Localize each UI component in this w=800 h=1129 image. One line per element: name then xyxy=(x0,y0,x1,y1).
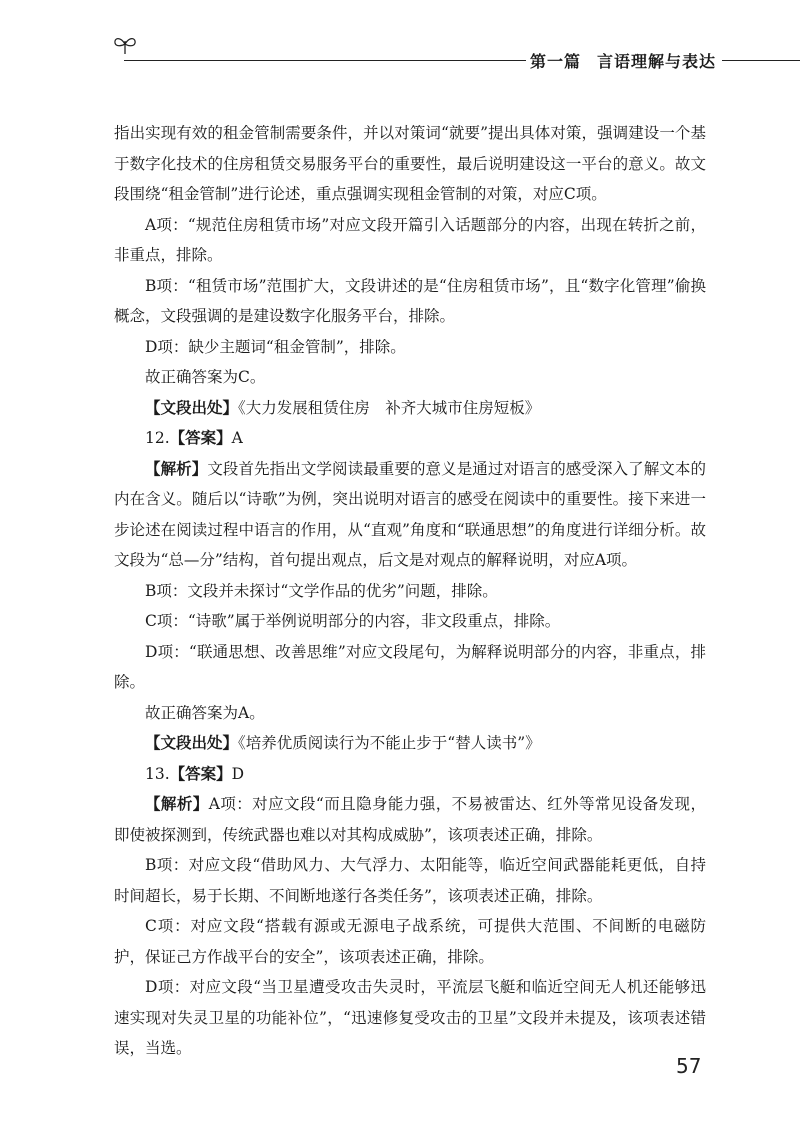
header-rule-right xyxy=(722,60,800,61)
answer-value: A xyxy=(231,429,243,447)
paragraph-text: D项：对应文段“当卫星遭受攻击失灵时，平流层飞艇和临近空间无人机还能够迅速实现对失灵卫星的功能补位”，“迅速修复受攻击的卫星”文段并未提及，该项表述错误，当选。 xyxy=(114,978,706,1057)
source-line xyxy=(114,728,706,759)
page-body xyxy=(114,118,706,1064)
header-part: 第一篇 xyxy=(530,52,582,71)
source-line xyxy=(114,393,706,424)
paragraph-text: 文段首先指出文学阅读最重要的意义是通过对语言的感受深入了解文本的内在含义。随后以“诗歌”为例，突出说明对语言的感受在阅读中的重要性。接下来进一步论述在阅读过程中语言的作用，从“直观”角度和“联通思想”的角度进行详细分析。故文段为“总—分”结构，首句提出观点，后文是对观点的解释说明，对应A项。 xyxy=(114,459,706,569)
header-rule-left xyxy=(124,60,526,61)
analysis-label: 【解析】 xyxy=(145,458,208,478)
option-c-analysis xyxy=(114,911,706,972)
paragraph-continuation xyxy=(114,118,706,210)
option-b-analysis xyxy=(114,576,706,607)
running-header xyxy=(112,28,800,78)
source-title: 《培养优质阅读行为不能止步于“替人读书”》 xyxy=(238,734,541,752)
option-d-analysis xyxy=(114,637,706,698)
analysis-13 xyxy=(114,789,706,850)
source-label: 【文段出处】 xyxy=(145,733,239,752)
paragraph-text: D项：缺少主题词“租金管制”，排除。 xyxy=(145,337,406,356)
source-label: 【文段出处】 xyxy=(145,397,239,417)
paragraph-text: B项：文段并未探讨“文学作品的优劣”问题，排除。 xyxy=(145,581,498,600)
page-number: 57 xyxy=(676,1054,702,1078)
answer-label: 【答案】 xyxy=(169,428,232,447)
paragraph-text: D项：“联通思想、改善思维”对应文段尾句，为解释说明部分的内容，非重点，排除。 xyxy=(114,642,706,691)
paragraph-text: B项：对应文段“借助风力、大气浮力、太阳能等，临近空间武器能耗更低，自持时间超长，易于长期、不间断地遂行各类任务”，该项表述正确，排除。 xyxy=(114,856,706,905)
answer-line-12 xyxy=(114,423,706,454)
header-title xyxy=(530,49,716,72)
analysis-12 xyxy=(114,454,706,576)
paragraph-text: C项：“诗歌”属于举例说明部分的内容，非文段重点，排除。 xyxy=(145,612,561,630)
paragraph-text: C项：对应文段“搭载有源或无源电子战系统，可提供大范围、不间断的电磁防护，保证己方作战平台的安全”，该项表述正确，排除。 xyxy=(114,917,706,966)
correct-answer-line xyxy=(114,362,706,393)
answer-label: 【答案】 xyxy=(169,763,232,783)
paragraph-text: 故正确答案为A。 xyxy=(145,703,265,722)
option-d-analysis xyxy=(114,972,706,1064)
option-b-analysis xyxy=(114,850,706,911)
correct-answer-line xyxy=(114,698,706,729)
question-number: 13. xyxy=(145,764,170,783)
paragraph-text: A项：对应文段“而且隐身能力强，不易被雷达、红外等常见设备发现，即使被探测到，传统武器也难以对其构成威胁”，该项表述正确，排除。 xyxy=(114,795,706,844)
analysis-label: 【解析】 xyxy=(145,794,209,813)
answer-line-13 xyxy=(114,759,706,790)
answer-value: D xyxy=(231,764,245,783)
paragraph-text: 故正确答案为C。 xyxy=(145,368,266,386)
paragraph-text: B项：“租赁市场”范围扩大，文段讲述的是“住房租赁市场”，且“数字化管理”偷换概念，文段强调的是建设数字化服务平台，排除。 xyxy=(114,276,706,325)
option-a-analysis xyxy=(114,210,706,271)
option-d-analysis xyxy=(114,332,706,363)
header-section: 言语理解与表达 xyxy=(597,52,717,71)
source-title: 《大力发展租赁住房 补齐大城市住房短板》 xyxy=(238,398,541,417)
option-b-analysis xyxy=(114,271,706,332)
option-c-analysis xyxy=(114,606,706,637)
paragraph-text: 指出实现有效的租金管制需要条件，并以对策词“就要”提出具体对策，强调建设一个基于数字化技术的住房租赁交易服务平台的重要性，最后说明建设这一平台的意义。故文段围绕“租金管制”进行论述，重点强调实现租金管制的对策，对应C项。 xyxy=(114,124,706,203)
paragraph-text: A项：“规范住房租赁市场”对应文段开篇引入话题部分的内容，出现在转折之前，非重点，排除。 xyxy=(114,215,706,264)
leaf-sprout-icon xyxy=(112,32,138,58)
question-number: 12. xyxy=(145,429,170,447)
